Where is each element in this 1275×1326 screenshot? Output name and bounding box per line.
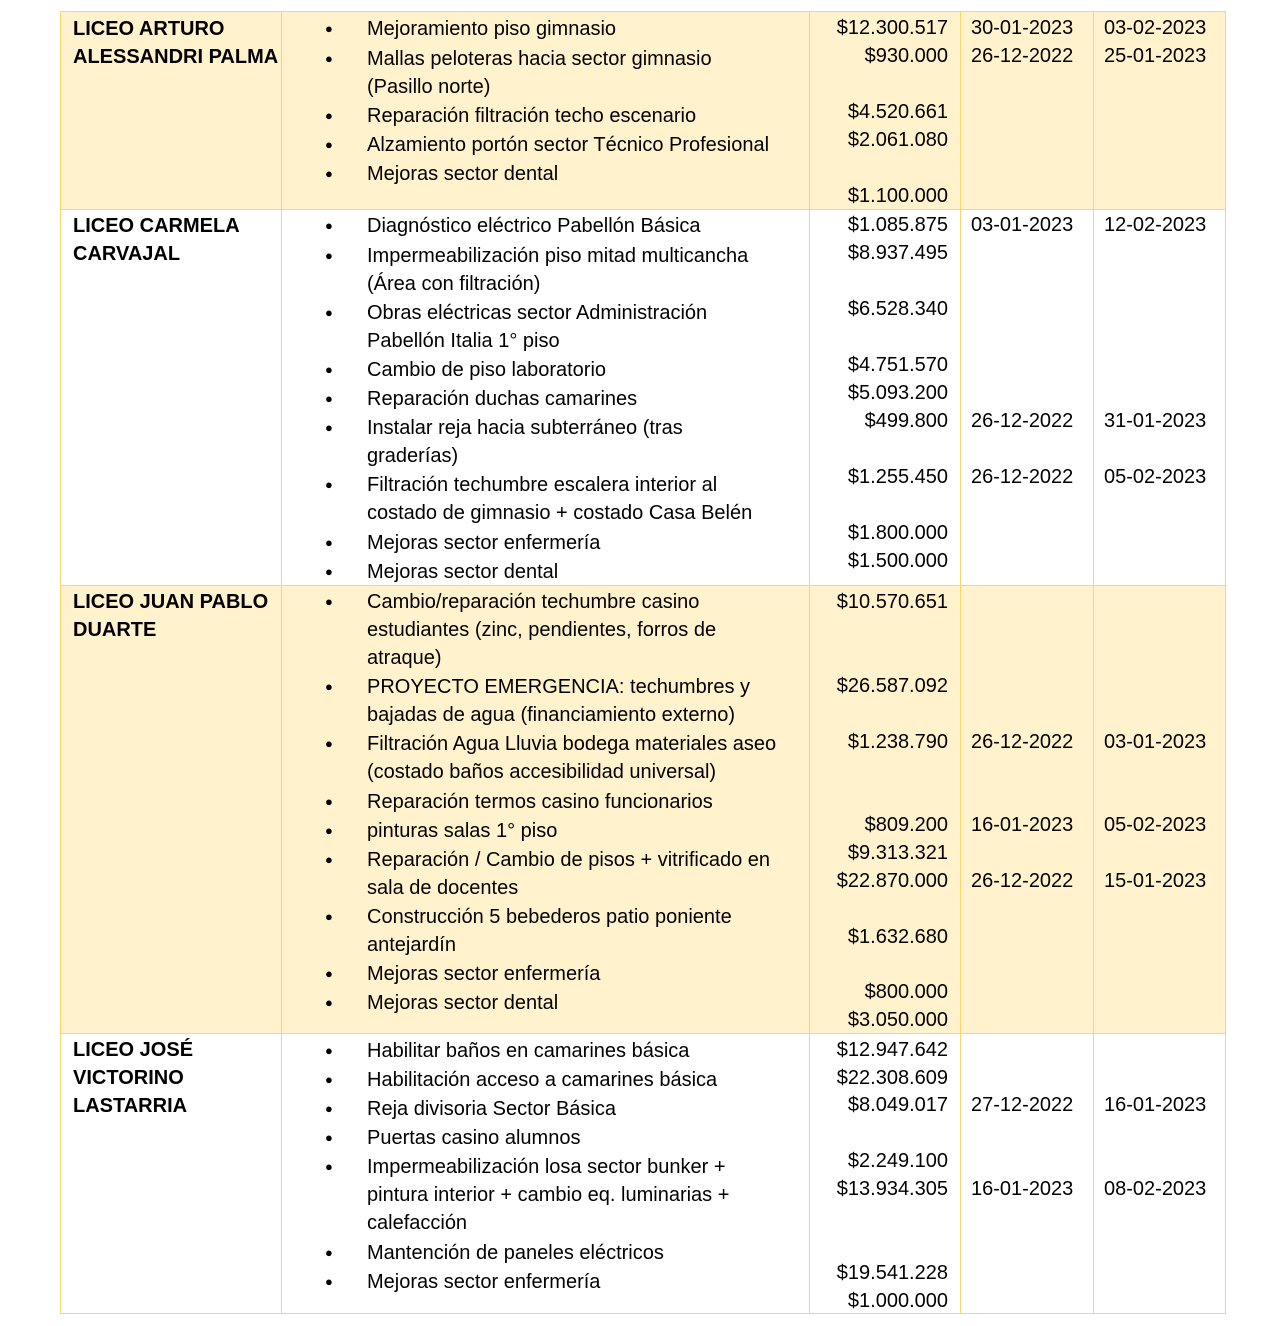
amount-value: $1.255.450 [847, 466, 948, 488]
start-date: 16-01-2023 [971, 814, 1074, 836]
work-item: Habilitar baños en camarines básica [367, 1040, 690, 1062]
amount-value: $19.541.228 [836, 1262, 948, 1284]
work-item: Reparación termos casino funcionarios [367, 791, 713, 813]
amount-value: $2.249.100 [847, 1150, 948, 1172]
work-item: Impermeabilización piso mitad multicancha [367, 245, 749, 267]
bullet-icon: ● [325, 1274, 333, 1289]
work-item: bajadas de agua (financiamiento externo) [367, 704, 736, 726]
bullet-icon: ● [325, 1159, 333, 1174]
bullet-icon: ● [325, 166, 333, 181]
school-name: CARVAJAL [73, 243, 181, 265]
bullet-icon: ● [325, 1101, 333, 1116]
bullet-icon: ● [325, 1130, 333, 1145]
end-date: 08-02-2023 [1104, 1178, 1207, 1200]
end-date: 12-02-2023 [1104, 214, 1207, 236]
work-item: Construcción 5 bebederos patio poniente [367, 906, 732, 928]
column-divider [960, 12, 961, 1313]
work-item: Mallas peloteras hacia sector gimnasio [367, 48, 712, 70]
school-name: LICEO ARTURO [73, 18, 225, 40]
amount-value: $6.528.340 [847, 298, 948, 320]
start-date: 30-01-2023 [971, 17, 1074, 39]
start-date: 26-12-2022 [971, 731, 1074, 753]
work-item: calefacción [367, 1212, 468, 1234]
work-item: (Pasillo norte) [367, 76, 491, 98]
start-date: 27-12-2022 [971, 1094, 1074, 1116]
work-item: PROYECTO EMERGENCIA: techumbres y [367, 676, 751, 698]
amount-value: $800.000 [864, 981, 948, 1003]
column-divider [281, 12, 282, 1313]
amount-value: $1.000.000 [847, 1290, 948, 1312]
column-divider [1093, 12, 1094, 1313]
amount-value: $8.049.017 [847, 1094, 948, 1116]
work-item: Impermeabilización losa sector bunker + [367, 1156, 726, 1178]
amount-value: $22.870.000 [836, 870, 948, 892]
start-date: 16-01-2023 [971, 1178, 1074, 1200]
amount-value: $1.632.680 [847, 926, 948, 948]
school-name: LASTARRIA [73, 1095, 188, 1117]
school-name: LICEO JUAN PABLO [73, 591, 269, 613]
work-item: Mejoras sector dental [367, 163, 559, 185]
work-item: Mejoras sector dental [367, 992, 559, 1014]
amount-value: $5.093.200 [847, 382, 948, 404]
end-date: 15-01-2023 [1104, 870, 1207, 892]
bullet-icon: ● [325, 362, 333, 377]
amount-value: $22.308.609 [836, 1067, 948, 1089]
amount-value: $1.238.790 [847, 731, 948, 753]
work-item: Mejoras sector enfermería [367, 963, 601, 985]
bullet-icon: ● [325, 995, 333, 1010]
work-item: Cambio de piso laboratorio [367, 359, 607, 381]
school-name: ALESSANDRI PALMA [73, 46, 279, 68]
amount-value: $8.937.495 [847, 242, 948, 264]
work-item: Obras eléctricas sector Administración [367, 302, 708, 324]
work-item: pintura interior + cambio eq. luminarias + [367, 1184, 730, 1206]
amount-value: $809.200 [864, 814, 948, 836]
bullet-icon: ● [325, 1043, 333, 1058]
bullet-icon: ● [325, 108, 333, 123]
work-item: Puertas casino alumnos [367, 1127, 581, 1149]
amount-value: $930.000 [864, 45, 948, 67]
work-item: Mejoras sector dental [367, 561, 559, 583]
school-name: DUARTE [73, 619, 157, 641]
work-item: atraque) [367, 647, 442, 669]
amount-value: $2.061.080 [847, 129, 948, 151]
end-date: 03-02-2023 [1104, 17, 1207, 39]
end-date: 05-02-2023 [1104, 466, 1207, 488]
amount-value: $13.934.305 [836, 1178, 948, 1200]
work-item: Mantención de paneles eléctricos [367, 1242, 664, 1264]
bullet-icon: ● [325, 909, 333, 924]
bullet-icon: ● [325, 477, 333, 492]
work-item: sala de docentes [367, 877, 519, 899]
work-item: pinturas salas 1° piso [367, 820, 558, 842]
work-item: Diagnóstico eléctrico Pabellón Básica [367, 215, 701, 237]
work-item: graderías) [367, 445, 459, 467]
work-item: Reparación filtración techo escenario [367, 105, 697, 127]
works-table [60, 11, 1226, 1314]
work-item: Alzamiento portón sector Técnico Profesional [367, 134, 770, 156]
amount-value: $12.947.642 [836, 1039, 948, 1061]
bullet-icon: ● [325, 823, 333, 838]
row-divider [61, 585, 1225, 586]
bullet-icon: ● [325, 679, 333, 694]
start-date: 26-12-2022 [971, 45, 1074, 67]
work-item: (Área con filtración) [367, 273, 541, 295]
work-item: Reparación duchas camarines [367, 388, 638, 410]
work-item: Instalar reja hacia subterráneo (tras [367, 417, 683, 439]
end-date: 03-01-2023 [1104, 731, 1207, 753]
bullet-icon: ● [325, 1072, 333, 1087]
bullet-icon: ● [325, 852, 333, 867]
end-date: 05-02-2023 [1104, 814, 1207, 836]
work-item: (costado baños accesibilidad universal) [367, 761, 717, 783]
work-item: Mejoras sector enfermería [367, 532, 601, 554]
bullet-icon: ● [325, 535, 333, 550]
amount-value: $12.300.517 [836, 17, 948, 39]
bullet-icon: ● [325, 137, 333, 152]
bullet-icon: ● [325, 420, 333, 435]
work-item: Habilitación acceso a camarines básica [367, 1069, 718, 1091]
work-item: Filtración techumbre escalera interior al [367, 474, 718, 496]
bullet-icon: ● [325, 305, 333, 320]
bullet-icon: ● [325, 966, 333, 981]
amount-value: $1.100.000 [847, 185, 948, 207]
work-item: Mejoramiento piso gimnasio [367, 18, 617, 40]
school-name: LICEO JOSÉ [73, 1039, 194, 1061]
bullet-icon: ● [325, 391, 333, 406]
amount-value: $1.800.000 [847, 522, 948, 544]
work-item: Mejoras sector enfermería [367, 1271, 601, 1293]
school-name: VICTORINO [73, 1067, 184, 1089]
work-item: Pabellón Italia 1° piso [367, 330, 560, 352]
work-item: Cambio/reparación techumbre casino [367, 591, 700, 613]
amount-value: $1.085.875 [847, 214, 948, 236]
amount-value: $3.050.000 [847, 1009, 948, 1031]
start-date: 26-12-2022 [971, 870, 1074, 892]
amount-value: $26.587.092 [836, 675, 948, 697]
work-item: antejardín [367, 934, 456, 956]
bullet-icon: ● [325, 564, 333, 579]
end-date: 25-01-2023 [1104, 45, 1207, 67]
amount-value: $9.313.321 [847, 842, 948, 864]
end-date: 31-01-2023 [1104, 410, 1207, 432]
row-divider [61, 209, 1225, 210]
row-divider [61, 1033, 1225, 1034]
work-item: Reja divisoria Sector Básica [367, 1098, 616, 1120]
amount-value: $1.500.000 [847, 550, 948, 572]
bullet-icon: ● [325, 794, 333, 809]
work-item: estudiantes (zinc, pendientes, forros de [367, 619, 717, 641]
bullet-icon: ● [325, 736, 333, 751]
amount-value: $4.520.661 [847, 101, 948, 123]
bullet-icon: ● [325, 594, 333, 609]
school-name: LICEO CARMELA [73, 215, 240, 237]
bullet-icon: ● [325, 21, 333, 36]
start-date: 03-01-2023 [971, 214, 1074, 236]
amount-value: $4.751.570 [847, 354, 948, 376]
bullet-icon: ● [325, 218, 333, 233]
start-date: 26-12-2022 [971, 410, 1074, 432]
start-date: 26-12-2022 [971, 466, 1074, 488]
work-item: Filtración Agua Lluvia bodega materiales aseo [367, 733, 777, 755]
bullet-icon: ● [325, 248, 333, 263]
bullet-icon: ● [325, 51, 333, 66]
work-item: Reparación / Cambio de pisos + vitrificado en [367, 849, 770, 871]
end-date: 16-01-2023 [1104, 1094, 1207, 1116]
work-item: costado de gimnasio + costado Casa Belén [367, 502, 753, 524]
column-divider [809, 12, 810, 1313]
amount-value: $499.800 [864, 410, 948, 432]
amount-value: $10.570.651 [836, 591, 948, 613]
bullet-icon: ● [325, 1245, 333, 1260]
